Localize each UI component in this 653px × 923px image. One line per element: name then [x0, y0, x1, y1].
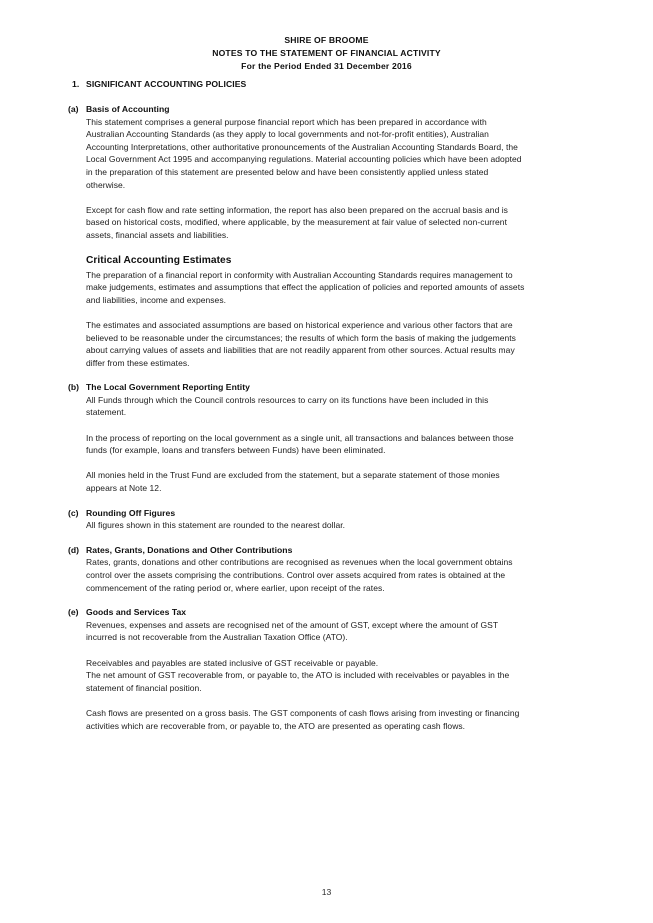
clause-list — [0, 103, 653, 732]
clause-marker: (d) — [68, 544, 79, 555]
clause — [0, 381, 653, 494]
header-document-title: NOTES TO THE STATEMENT OF FINANCIAL ACTIVITY — [212, 48, 441, 59]
clause-paragraph: Receivables and payables are stated inclusive of GST receivable or payable. The net amount of GST recoverable from, or payable to, the ATO is included with receivables or payables in the statement of financial position. — [86, 657, 510, 693]
page-header — [0, 0, 653, 74]
clause-paragraph: The preparation of a financial report in conformity with Australian Accounting Standards requires management to make judgements, estimates and assumptions that effect the application of policies and reported amounts of assets and liabilities, income and expenses. — [86, 269, 525, 305]
clause-title: Goods and Services Tax — [86, 607, 187, 618]
clause-subheading: Critical Accounting Estimates — [86, 254, 232, 266]
section-title: SIGNIFICANT ACCOUNTING POLICIES — [86, 79, 247, 89]
clause-marker: (a) — [68, 104, 79, 114]
clause-paragraph: This statement comprises a general purpose financial report which has been prepared in accordance with Australian Accounting Standards (as they apply to local governments and not-for-profit entities), Australian Accounting Interpretations, other authoritative pronouncements of the Australian Accounting Standards Board, the Local Government Act 1995 and accompanying regulations. Material accounting policies which have been adopted in the preparation of this statement are presented below and have been consistently applied unless stated otherwise. — [86, 116, 522, 190]
clause — [0, 606, 653, 732]
page-number: 13 — [321, 887, 332, 897]
header-organisation: SHIRE OF BROOME — [284, 35, 369, 45]
clause-paragraph: All figures shown in this statement are rounded to the nearest dollar. — [86, 520, 346, 531]
header-period: For the Period Ended 31 December 2016 — [241, 61, 412, 72]
clause-title: The Local Government Reporting Entity — [86, 382, 250, 393]
section-number: 1. — [72, 79, 80, 89]
document-body — [0, 78, 653, 732]
clause-title: Basis of Accounting — [86, 104, 170, 114]
clause-paragraph: The estimates and associated assumptions are based on historical experience and various other factors that are believed to be reasonable under the circumstances; the results of which form the basis of making the judgements about carrying values of assets and liabilities that are not readily apparent from other sources. Actual results may differ from these estimates. — [86, 319, 516, 368]
clause-paragraph: Rates, grants, donations and other contributions are recognised as revenues when the local government obtains control over the assets comprising the contributions. Control over assets acquired from rates is obtained at the commencement of the rating period or, where earlier, upon receipt of the rates. — [86, 557, 513, 593]
clause-paragraph: All Funds through which the Council controls resources to carry on its functions have been included in this statement. — [86, 394, 489, 418]
clause-paragraph: Except for cash flow and rate setting information, the report has also been prepared on the accrual basis and is based on historical costs, modified, where applicable, by the measurement at fair value of selected non-current assets, financial assets and liabilities. — [86, 204, 508, 240]
clause-paragraph: Revenues, expenses and assets are recognised net of the amount of GST, except where the amount of GST incurred is not recoverable from the Australian Taxation Office (ATO). — [86, 619, 498, 643]
clause-title: Rates, Grants, Donations and Other Contributions — [86, 544, 293, 555]
clause-marker: (e) — [68, 607, 79, 618]
section-heading — [0, 78, 653, 91]
clause — [0, 103, 653, 369]
clause — [0, 507, 653, 532]
clause-paragraph: In the process of reporting on the local government as a single unit, all transactions and balances between those funds (for example, loans and transfers between Funds) have been eliminated. — [86, 432, 514, 456]
page-footer — [0, 887, 653, 897]
clause — [0, 544, 653, 594]
clause-marker: (b) — [68, 382, 79, 393]
clause-paragraph: Cash flows are presented on a gross basis. The GST components of cash flows arising from investing or financing activities which are recoverable from, or payable to, the ATO are presented as operating cash flows. — [86, 707, 520, 731]
clause-marker: (c) — [68, 507, 79, 518]
clause-paragraph: All monies held in the Trust Fund are excluded from the statement, but a separate statement of those monies appears at Note 12. — [86, 470, 500, 494]
clause-title: Rounding Off Figures — [86, 507, 176, 518]
